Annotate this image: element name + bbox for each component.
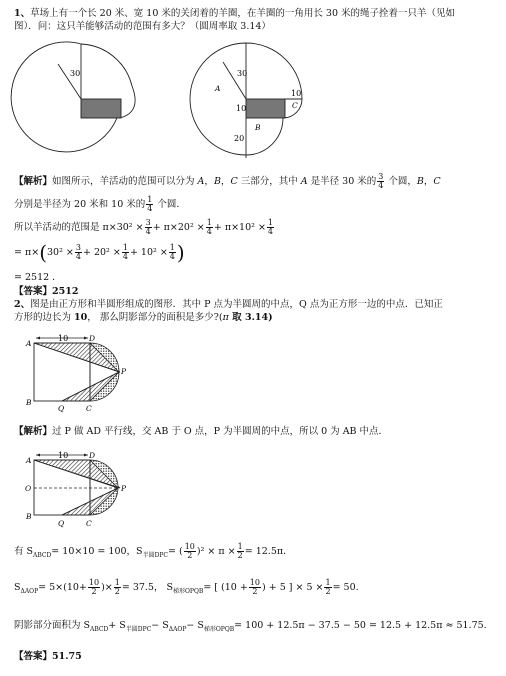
svg-text:Q: Q [58,404,65,413]
svg-text:D: D [89,451,96,460]
svg-text:C: C [86,519,92,528]
equation-3: 阴影部分面积为 $S_{ABCD}+ S_{半圆DPC}- S_{\Delta AOP}- S_{梯形OPQB}= 100 + 12.5\pi - 37.5 - 50 = 12.5 + 12.5\pi \approx 51.75$. [14,620,487,633]
problem-1-analysis-line3: 所以羊活动的范围是 π×30² × $\frac{3}{4}$ + π×20² × $\frac{1}{4}$ + π×10² × $\frac{1}{4}$ [14,218,274,236]
equation-1: 有 $S_{ABCD}= 10\times 10 = 100$，$S_{半圆DPC}=$ ( $\frac{10}{2}$ )² × π × $\frac{1}{2}$ = 12.5π． [14,542,293,560]
problem-1-analysis-line2: 分别是半径为 20 米和 10 米的 $\frac{1}{4}$ 个圆． [14,195,186,213]
problem-1-question-line2: 图）．问：这只羊能够活动的范围有多大？（圆周率取 3.14） [14,21,271,32]
svg-text:D: D [89,334,96,343]
svg-text:Q: Q [58,519,65,528]
svg-text:A: A [26,456,32,465]
fraction: $\frac{3}{4}$ [378,172,384,190]
problem-1-analysis-line4: = π×(30² × $\frac{3}{4}$ + 20² × $\frac{1}{4}$ + 10² × $\frac{1}{4}$ ) [14,240,185,265]
fig2-label-30: 30 [237,69,248,78]
problem-2-answer: 【答案】51.75 [14,651,82,662]
problem-2-question-line2: 方形的边长为 10， 那么阴影部分的面积是多少?(π 取 3.14) [14,312,273,323]
problem-1-analysis-line5: = 2512 ． [14,272,62,283]
fig2-label-B: B [255,123,261,132]
fig2-label-20: 20 [234,134,245,143]
problem-1-analysis-line1: 【解析】如图所示，羊活动的范围可以分为 A，B，C 三部分，其中 A 是半径 30 米的 $\frac{3}{4}$ 个圆，B，C [14,172,441,190]
problem-1-number: 1、 [14,8,31,19]
svg-text:B: B [26,398,32,407]
problem-1-answer: 【答案】2512 [14,286,79,297]
fraction: $\frac{1}{4}$ [147,195,153,213]
fig1-radius-label: 30 [70,69,81,78]
problem-1-text: 草场上有一个长 20 米、宽 10 米的关闭着的羊圈，在羊圈的一角用长 30 米的绳子拴着一只羊（见如 [30,8,456,19]
fig2-label-C: C [292,101,298,110]
fig2-label-A: A [215,84,221,93]
equation-2: $S_{\Delta AOP}= 5\times(10+$ $\frac{10}{2}$ )× $\frac{1}{2}$ = 37.5， $S_{梯形OPQB}=$ [ (10 + $\frac{10}{2}$ ) + 5 ] × 5 × $\frac{1}{2}$ = 50. [14,578,359,596]
svg-text:O: O [25,484,32,493]
svg-text:C: C [86,404,92,413]
svg-text:A: A [26,339,32,348]
fig2-label-10b: 10 [291,89,302,98]
svg-text:10: 10 [58,334,69,343]
problem-2-question: 2、图是由正方形和半圆形组成的图形．其中 P 点为半圆周的中点，Q 点为正方形一边的中点．已知正 [14,299,443,310]
svg-text:P: P [121,367,127,376]
problem-2-analysis: 【解析】过 P 做 AD 平行线，交 AB 于 O 点，P 为半圆周的中点，所以 0 为 AB 中点． [14,426,389,437]
svg-text:P: P [121,484,127,493]
svg-text:10: 10 [58,451,69,460]
svg-text:B: B [26,512,32,521]
fig2-label-10a: 10 [236,104,247,113]
